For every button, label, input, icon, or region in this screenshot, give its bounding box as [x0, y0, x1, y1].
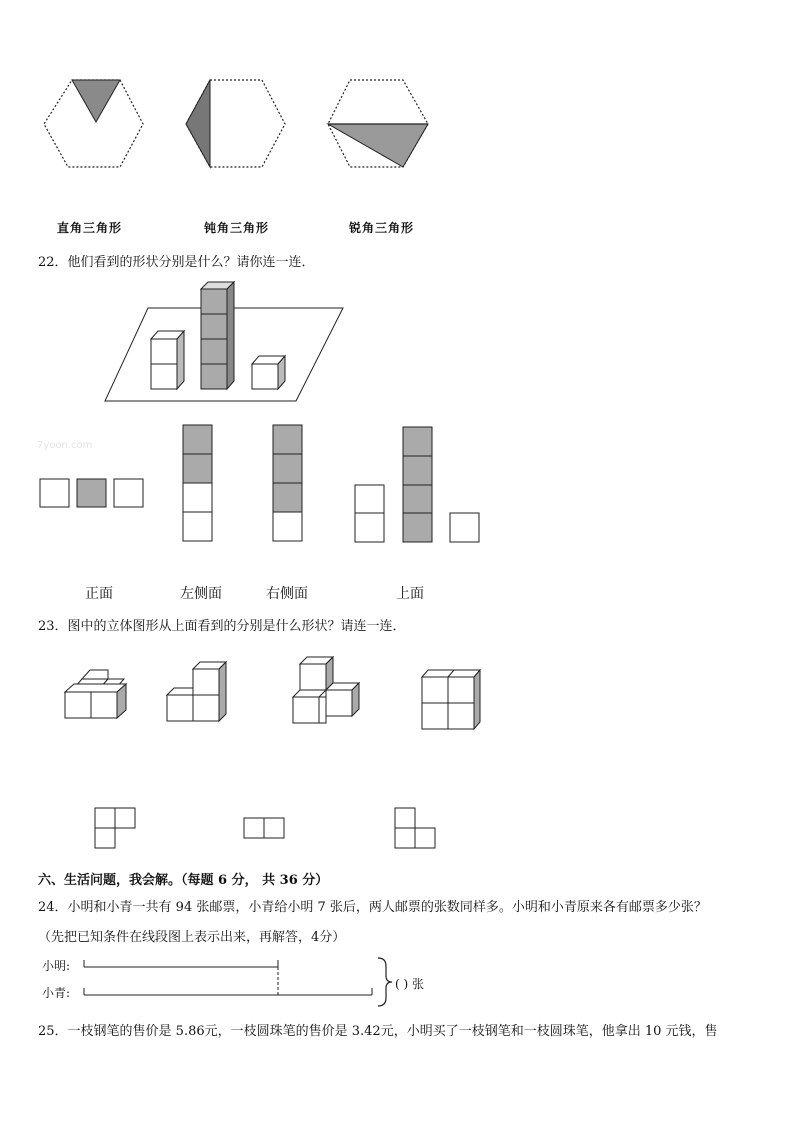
label-xiaoqing: 小青:	[42, 986, 71, 1000]
hexagon-label-acute-triangle: 锐角三角形	[349, 221, 415, 235]
hexagon-label-obtuse-triangle: 钝角三角形	[204, 221, 270, 235]
answer-blank-sheets[interactable]: ( ) 张	[395, 977, 424, 991]
view-label-left-side: 左侧面	[180, 586, 222, 602]
view-label-right-side: 右侧面	[266, 586, 308, 602]
view-label-front: 正面	[85, 586, 113, 602]
question-24: 24．小明和小青一共有 94 张邮票，小青给小明 7 张后，两人邮票的张数同样多。小明和小青原来各有邮票多少张？	[38, 900, 707, 915]
hexagon-label-right-triangle: 直角三角形	[57, 221, 123, 235]
question-24-hint: （先把已知条件在线段图上表示出来，再解答，4分）	[38, 930, 346, 945]
watermark: 7yoon.com	[37, 440, 93, 451]
question-22: 22．他们看到的形状分别是什么？请你连一连．	[38, 255, 315, 270]
label-xiaoming: 小明:	[42, 959, 71, 973]
question-23: 23．图中的立体图形从上面看到的分别是什么形状？请连一连．	[38, 619, 406, 634]
view-label-top: 上面	[396, 586, 424, 602]
question-25: 25．一枝钢笔的售价是 5.86元，一枝圆珠笔的售价是 3.42元，小明买了一枝钢笔和一枝圆珠笔，他拿出 10 元钱，售	[38, 1024, 718, 1039]
section-6-heading: 六、生活问题，我会解。（每题 6 分， 共 36 分）	[38, 873, 329, 888]
